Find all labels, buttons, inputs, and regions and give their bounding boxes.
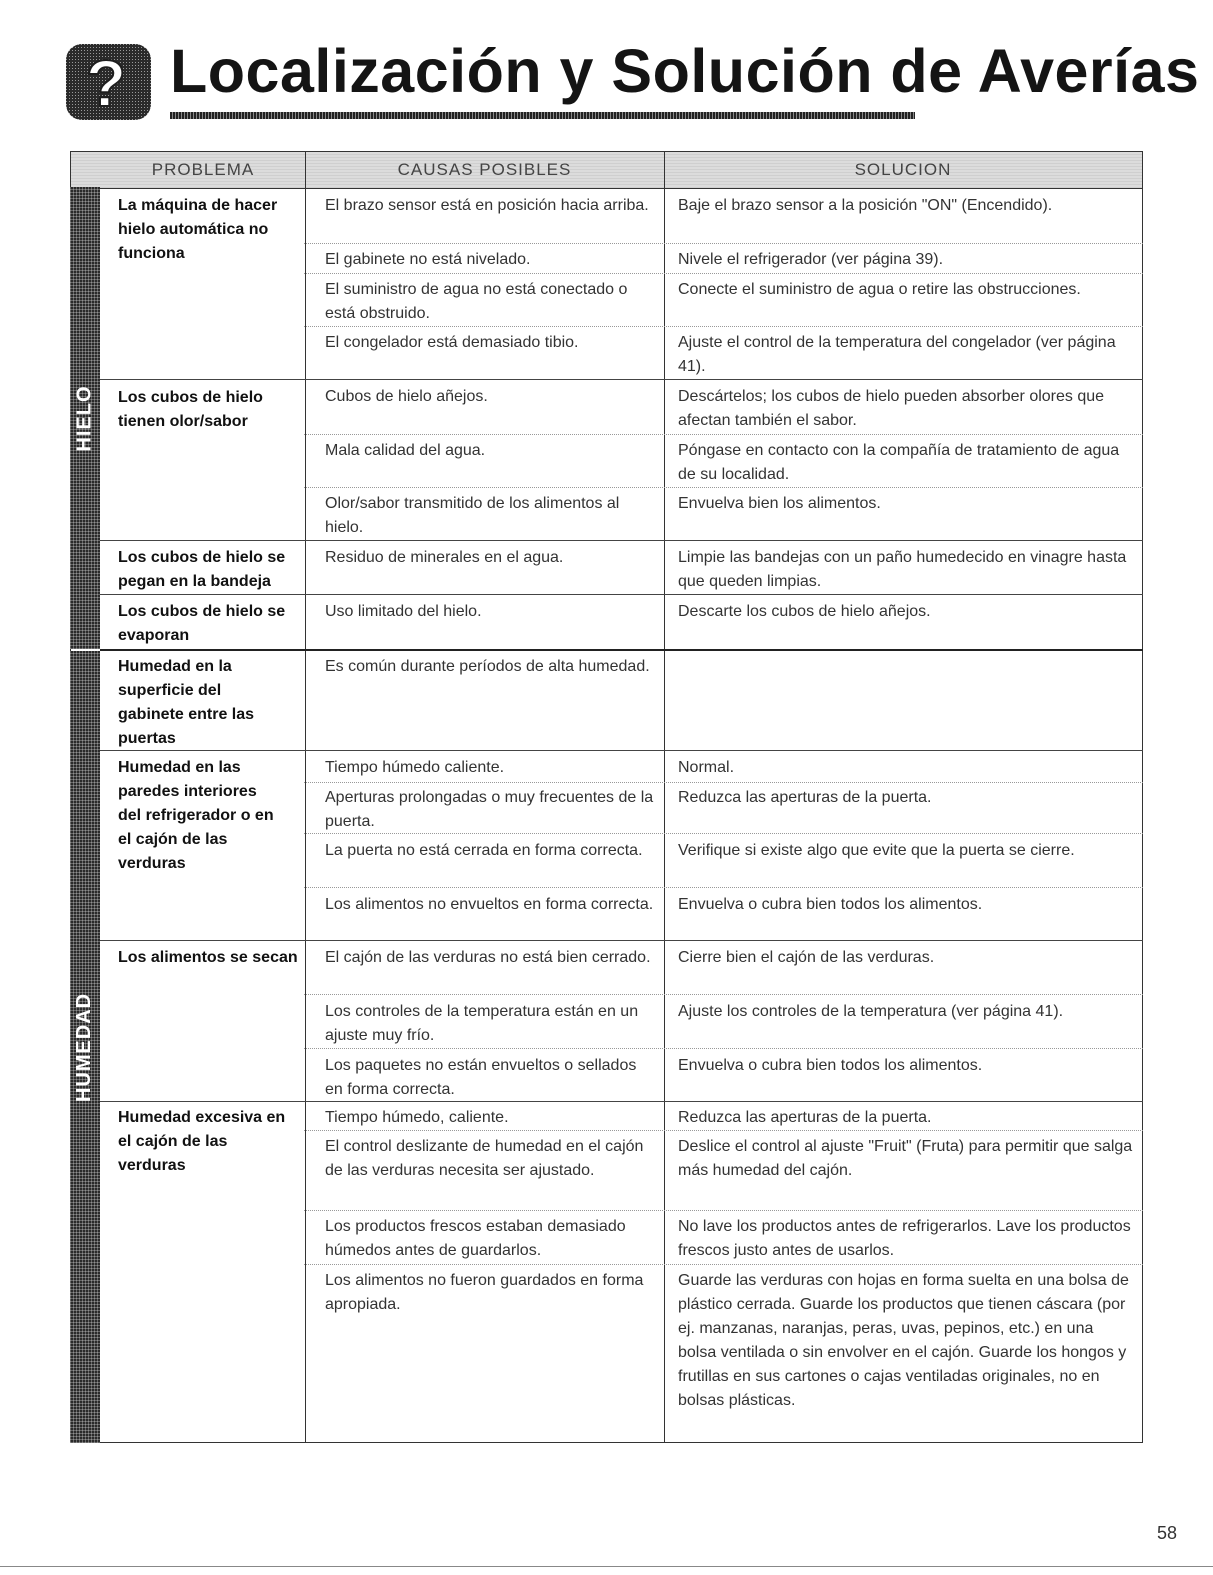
problem-cell: Los cubos de hielo se pegan en la bandeja: [118, 549, 286, 590]
solution-cell: No lave los productos antes de refrigerarlos. Lave los productos frescos justo antes de usarlos.: [678, 1218, 1131, 1259]
cause-cell: Olor/sabor transmitido de los alimentos al hielo.: [325, 495, 620, 536]
solution-cell: Conecte el suministro de agua o retire las obstrucciones.: [678, 281, 1081, 298]
row-separator: [304, 326, 1143, 327]
solution-cell: Deslice el control al ajuste "Fruit" (Fruta) para permitir que salga más humedad del cajón.: [678, 1138, 1133, 1179]
cause-cell: El brazo sensor está en posición hacia arriba.: [325, 197, 649, 214]
cause-cell: Tiempo húmedo caliente.: [325, 759, 505, 776]
row-separator: [304, 434, 1143, 435]
page-number: 58: [1156, 1523, 1177, 1543]
solution-cell: Póngase en contacto con la compañía de tratamiento de agua de su localidad.: [678, 442, 1120, 483]
footer-rule: [0, 1566, 1213, 1567]
page-title: Localización y Solución de Averías: [170, 37, 1200, 105]
row-separator: [100, 379, 1143, 380]
solution-cell: Reduzca las aperturas de la puerta.: [678, 1109, 932, 1126]
section-bar-humedad: [70, 651, 100, 1443]
column-divider: [664, 152, 665, 1442]
row-separator: [304, 1264, 1143, 1265]
cause-cell: Tiempo húmedo, caliente.: [325, 1109, 509, 1126]
problem-cell: Humedad en las paredes interiores del refrigerador o en el cajón de las verduras: [118, 759, 274, 872]
cause-cell: Los alimentos no envueltos en forma correcta.: [325, 896, 654, 913]
section-label-hielo: HIELO: [73, 384, 96, 452]
problem-cell: Humedad en la superficie del gabinete entre las puertas: [118, 658, 255, 747]
solution-cell: Envuelva o cubra bien todos los alimentos.: [678, 896, 983, 913]
table-header: [71, 152, 1142, 189]
solution-cell: Envuelva o cubra bien todos los alimentos.: [678, 1057, 983, 1074]
cause-cell: Aperturas prolongadas o muy frecuentes de la puerta.: [325, 789, 654, 830]
section-label-humedad: HUMEDAD: [73, 992, 96, 1102]
cause-cell: El cajón de las verduras no está bien cerrado.: [325, 949, 651, 966]
row-separator: [100, 540, 1143, 541]
column-header-problem: PROBLEMA: [151, 160, 255, 179]
problem-cell: La máquina de hacer hielo automática no funciona: [118, 197, 278, 262]
row-separator: [304, 273, 1143, 274]
title-underline: [170, 112, 915, 119]
cause-cell: La puerta no está cerrada en forma correcta.: [325, 842, 643, 859]
solution-cell: Verifique si existe algo que evite que la puerta se cierre.: [678, 842, 1075, 859]
problem-cell: Los alimentos se secan: [118, 949, 298, 966]
solution-cell: Ajuste los controles de la temperatura (ver página 41).: [678, 1003, 1064, 1020]
cause-cell: Los productos frescos estaban demasiado húmedos antes de guardarlos.: [325, 1218, 626, 1259]
row-separator: [304, 1130, 1143, 1131]
solution-cell: Cierre bien el cajón de las verduras.: [678, 949, 935, 966]
cause-cell: Los alimentos no fueron guardados en forma apropiada.: [325, 1272, 644, 1313]
solution-cell: Nivele el refrigerador (ver página 39).: [678, 251, 944, 268]
solution-cell: Reduzca las aperturas de la puerta.: [678, 789, 932, 806]
cause-cell: Residuo de minerales en el agua.: [325, 549, 564, 566]
column-divider: [305, 152, 306, 1442]
column-header-causes: CAUSAS POSIBLES: [397, 160, 572, 179]
problem-cell: Los cubos de hielo se evaporan: [118, 603, 286, 644]
solution-cell: Descarte los cubos de hielo añejos.: [678, 603, 931, 620]
cause-cell: Los paquetes no están envueltos o sellados en forma correcta.: [325, 1057, 637, 1098]
row-separator: [304, 887, 1143, 888]
solution-cell: Baje el brazo sensor a la posición "ON" (Encendido).: [678, 197, 1053, 214]
cause-cell: Uso limitado del hielo.: [325, 603, 482, 620]
row-separator: [304, 1210, 1143, 1211]
row-separator: [304, 487, 1143, 488]
solution-cell: Limpie las bandejas con un paño humedecido en vinagre hasta que queden limpias.: [678, 549, 1127, 590]
svg-text:?: ?: [85, 46, 127, 120]
problem-cell: Humedad excesiva en el cajón de las verduras: [118, 1109, 286, 1174]
solution-cell: Envuelva bien los alimentos.: [678, 495, 881, 512]
row-separator: [304, 243, 1143, 244]
cause-cell: Los controles de la temperatura están en un ajuste muy frío.: [325, 1003, 639, 1044]
row-separator: [304, 1048, 1143, 1049]
cause-cell: El suministro de agua no está conectado o está obstruido.: [325, 281, 628, 322]
solution-cell: Descártelos; los cubos de hielo pueden absorber olores que afectan también el sabor.: [678, 388, 1105, 429]
section-bar-hielo: [70, 187, 100, 649]
row-separator: [304, 994, 1143, 995]
solution-cell: Ajuste el control de la temperatura del congelador (ver página 41).: [678, 334, 1116, 375]
problem-cell: Los cubos de hielo tienen olor/sabor: [118, 389, 263, 430]
question-mark-icon: [66, 44, 151, 120]
cause-cell: Es común durante períodos de alta humedad.: [325, 658, 650, 675]
column-header-solution: SOLUCION: [854, 160, 952, 179]
section-separator: [100, 649, 1143, 651]
solution-cell: Normal.: [678, 759, 735, 776]
cause-cell: El congelador está demasiado tibio.: [325, 334, 579, 351]
row-separator: [100, 940, 1143, 941]
row-separator: [100, 594, 1143, 595]
solution-cell: Guarde las verduras con hojas en forma suelta en una bolsa de plástico cerrada. Guarde los productos que tienen cáscara (por ej. manzanas, naranjas, peras, uvas, pepinos, etc.) en una bolsa ventilada o sin envolver en el cajón. Guarde los hongos y frutillas en sus cartones o cajas ventiladas originales, no en bolsas plásticas.: [678, 1272, 1129, 1409]
cause-cell: El gabinete no está nivelado.: [325, 251, 531, 268]
cause-cell: Cubos de hielo añejos.: [325, 388, 488, 405]
row-separator: [304, 782, 1143, 783]
cause-cell: El control deslizante de humedad en el cajón de las verduras necesita ser ajustado.: [325, 1138, 644, 1179]
cause-cell: Mala calidad del agua.: [325, 442, 486, 459]
